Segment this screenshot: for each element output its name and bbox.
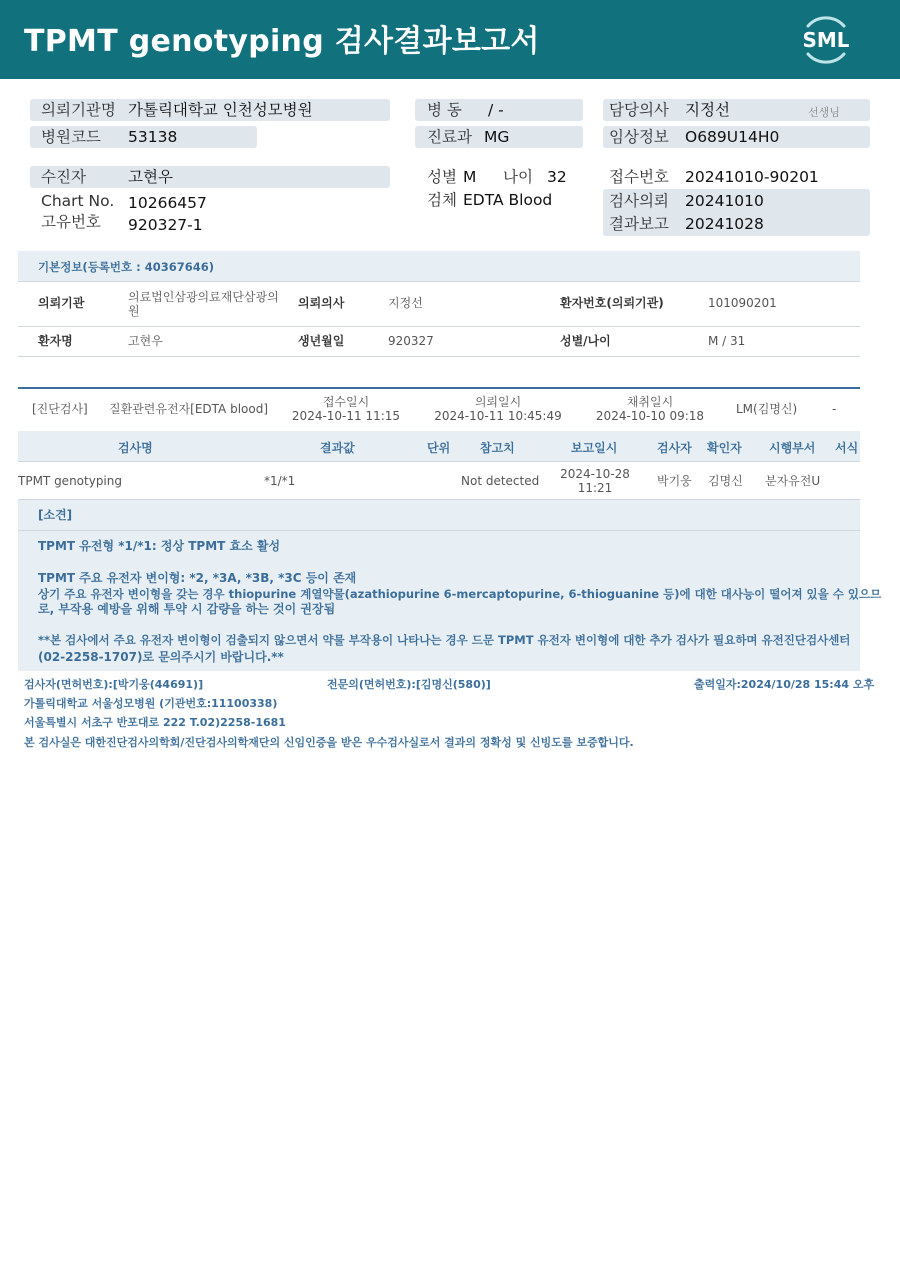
sex-age-label: 성별/나이 [560,334,611,348]
request-value: 20241010 [685,192,764,210]
row-confirmer: 김명신 [708,474,743,488]
specimen-value: EDTA Blood [463,191,553,209]
opinion-line2: TPMT 주요 유전자 변이형: *2, *3A, *3B, *3C 등이 존재 [38,571,357,585]
doctor-value: 지정선 [685,101,730,119]
patient-value: 고현우 [128,168,173,186]
dept-label: 진료과 [427,128,472,146]
sex-label: 성별 [427,168,457,186]
opinion-line4: 로, 부작용 예방을 위해 투약 시 감량을 하는 것이 권장됨 [38,602,336,616]
ward-value: / - [488,101,504,119]
sex-value: M [463,168,477,186]
clinical-label: 임상정보 [609,128,669,146]
opinion-line6: (02-2258-1707)로 문의주시기 바랍니다.** [38,650,284,664]
row-report-date: 2024-10-28 [560,467,630,481]
lm-name: LM(김명신) [736,402,798,416]
sml-logo [798,12,854,66]
row-test-name: TPMT genotyping [18,474,122,488]
row-reference: Not detected [461,474,540,488]
dept-value: MG [484,128,510,146]
row-department: 분자유전U [765,474,821,488]
divider [18,530,860,531]
divider [18,281,860,282]
basic-info-title: 기본정보(등록번호 : 40367646) [38,260,215,274]
sex-age-value: M / 31 [708,334,746,348]
test-info-dash: - [832,402,837,416]
test-category: [진단검사] [32,402,88,416]
req-doctor-value: 지정선 [388,296,423,310]
opinion-line5: **본 검사에서 주요 유전자 변이형이 검출되지 않으면서 약물 부작용이 나타나는 경우 드문 TPMT 유전자 변이형에 대한 추가 검사가 필요하며 유전진단검사센터 [38,633,851,647]
row-result: *1/*1 [264,474,296,488]
age-label: 나이 [503,168,533,186]
received-value: 2024-10-11 11:15 [291,409,401,423]
request-label: 검사의뢰 [609,192,669,210]
col-unit: 단위 [427,441,451,455]
opinion-title: [소견] [38,508,73,522]
patient-no-value: 101090201 [708,296,777,310]
requested-label: 의뢰일시 [474,395,522,409]
clinical-value: O689U14H0 [685,128,780,146]
org-value-line2: 원 [128,304,140,318]
received-label: 접수일시 [322,395,370,409]
unique-value: 920327-1 [128,216,203,234]
dob-label: 생년월일 [298,334,345,348]
col-tester: 검사자 [657,441,692,455]
doctor-label: 담당의사 [609,101,669,119]
age-value: 32 [547,168,567,186]
collected-label: 채취일시 [626,395,674,409]
opinion-line3: 상기 주요 유전자 변이형을 갖는 경우 thiopurine 계열약물(azathiopurine 6-mercaptopurine, 6-thioguanine 등)에 대한 대사능이 떨어져 있을 수 있으므 [38,587,882,601]
ward-label: 병 동 [427,101,462,119]
divider [18,356,860,357]
row-report-time: 11:21 [577,481,613,495]
requested-value: 2024-10-11 10:45:49 [434,409,562,423]
footer-specialist: 전문의(면허번호):[김명신(580)] [327,678,491,691]
req-org-value: 가톨릭대학교 인천성모병원 [128,101,313,119]
col-reference: 참고치 [480,441,515,455]
chart-value: 10266457 [128,194,207,212]
col-report-date: 보고일시 [571,441,618,455]
footer-tester: 검사자(면허번호):[박기웅(44691)] [24,678,204,691]
org-label: 의뢰기관 [38,296,85,310]
col-form: 서식 [835,441,859,455]
footer-hospital: 가톨릭대학교 서울성모병원 (기관번호:11100338) [24,697,278,710]
collected-value: 2024-10-10 09:18 [595,409,705,423]
divider [18,461,860,462]
opinion-line1: TPMT 유전형 *1/*1: 정상 TPMT 효소 활성 [38,539,281,553]
hosp-code-label: 병원코드 [41,128,101,146]
req-org-label: 의뢰기관명 [41,101,116,119]
patient-label: 수진자 [41,168,86,186]
patient-no-label: 환자번호(의뢰기관) [560,296,664,310]
footer-address: 서울특별시 서초구 반포대로 222 T.02)2258-1681 [24,716,286,729]
specimen-label: 검체 [427,191,457,209]
test-info-top-rule [18,387,860,389]
report-title: TPMT genotyping 검사결과보고서 [24,24,540,59]
dob-value: 920327 [388,334,434,348]
report-header [0,0,900,79]
col-confirmer: 확인자 [707,441,742,455]
col-result: 결과값 [320,441,355,455]
svg-text:SML: SML [802,28,850,52]
divider [18,326,860,327]
hosp-code-value: 53138 [128,128,178,146]
unique-label: 고유번호 [41,213,101,231]
name-value: 고현우 [128,334,163,348]
name-label: 환자명 [38,334,73,348]
report-value: 20241028 [685,215,764,233]
footer-printed: 출력일자:2024/10/28 15:44 오후 [694,678,875,691]
footer-certification: 본 검사실은 대한진단검사의학회/진단검사의학재단의 신임인증을 받은 우수검사실로서 결과의 정확성 및 신빙도를 보증합니다. [24,736,634,749]
receipt-value: 20241010-90201 [685,168,819,186]
req-doctor-label: 의뢰의사 [298,296,345,310]
col-department: 시행부서 [769,441,816,455]
receipt-label: 접수번호 [609,168,669,186]
row-tester: 박기웅 [657,474,692,488]
chart-label: Chart No. [41,192,115,210]
col-test-name: 검사명 [118,441,153,455]
doctor-suffix: 선생님 [808,106,840,119]
org-value-line1: 의료법인삼광의료재단삼광의 [128,290,279,304]
test-group-name: 질환관련유전자[EDTA blood] [109,402,269,416]
report-label: 결과보고 [609,215,669,233]
